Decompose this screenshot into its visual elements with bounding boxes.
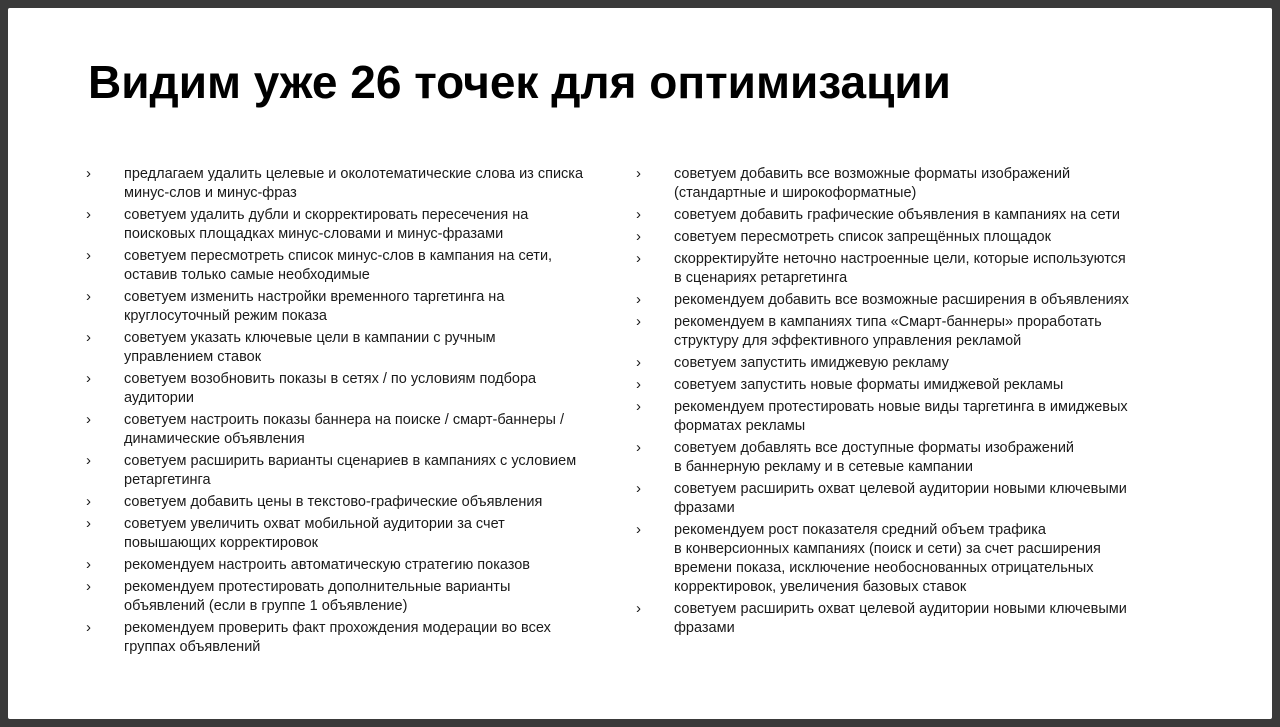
recommendation-item (86, 165, 626, 203)
chevron-right-icon: › (86, 578, 91, 595)
recommendation-item (636, 228, 1176, 247)
recommendation-text: советуем добавить графические объявления в кампаниях на сети (674, 207, 1120, 223)
recommendation-text: советуем пересмотреть список минус-слов в кампания на сети, оставив только самые необходимые (124, 248, 553, 283)
recommendation-text: советуем увеличить охват мобильной аудитории за счет повышающих корректировок (124, 516, 505, 551)
chevron-right-icon: › (86, 247, 91, 264)
recommendation-item (636, 313, 1176, 351)
presentation-slide (8, 8, 1272, 719)
chevron-right-icon: › (636, 376, 641, 393)
chevron-right-icon: › (86, 452, 91, 469)
chevron-right-icon: › (86, 411, 91, 428)
recommendation-text: советуем возобновить показы в сетях / по условиям подбора аудитории (124, 371, 537, 406)
recommendation-text: рекомендуем в кампаниях типа «Смарт-баннеры» проработать структуру для эффективного управления рекламой (674, 314, 1102, 349)
recommendation-text: советуем расширить варианты сценариев в кампаниях с условием ретаргетинга (124, 453, 577, 488)
chevron-right-icon: › (636, 600, 641, 617)
recommendation-item (86, 370, 626, 408)
chevron-right-icon: › (636, 354, 641, 371)
recommendation-text: советуем расширить охват целевой аудитории новыми ключевыми фразами (674, 601, 1127, 636)
recommendation-text: скорректируйте неточно настроенные цели, которые используются в сценариях ретаргетинга (674, 251, 1126, 286)
recommendation-item (636, 165, 1176, 203)
recommendation-item (86, 329, 626, 367)
recommendation-item (636, 376, 1176, 395)
chevron-right-icon: › (86, 370, 91, 387)
recommendation-text: советуем запустить новые форматы имиджевой рекламы (674, 377, 1064, 393)
chevron-right-icon: › (86, 206, 91, 223)
chevron-right-icon: › (636, 291, 641, 308)
recommendation-item (636, 206, 1176, 225)
chevron-right-icon: › (86, 556, 91, 573)
chevron-right-icon: › (86, 619, 91, 636)
recommendation-item (636, 250, 1176, 288)
recommendation-item (86, 247, 626, 285)
chevron-right-icon: › (86, 493, 91, 510)
chevron-right-icon: › (636, 228, 641, 245)
recommendation-text: советуем добавлять все доступные форматы изображений в баннерную рекламу и в сетевые кампании (674, 440, 1075, 475)
recommendation-text: советуем запустить имиджевую рекламу (674, 355, 949, 371)
recommendation-item (636, 354, 1176, 373)
chevron-right-icon: › (636, 521, 641, 538)
chevron-right-icon: › (636, 165, 641, 182)
recommendation-text: советуем указать ключевые цели в кампании с ручным управлением ставок (124, 330, 496, 365)
chevron-right-icon: › (636, 439, 641, 456)
recommendation-item (86, 288, 626, 326)
recommendation-text: советуем удалить дубли и скорректировать пересечения на поисковых площадках минус-словами и минус-фразами (124, 207, 529, 242)
recommendation-text: советуем пересмотреть список запрещённых площадок (674, 229, 1051, 245)
recommendation-text: советуем изменить настройки временного таргетинга на круглосуточный режим показа (124, 289, 505, 324)
chevron-right-icon: › (86, 288, 91, 305)
recommendation-item (636, 439, 1176, 477)
recommendation-item (86, 452, 626, 490)
recommendation-text: предлагаем удалить целевые и околотематические слова из списка минус-слов и минус-фраз (124, 166, 584, 201)
right-bullet-list (636, 165, 1176, 641)
recommendation-text: рекомендуем проверить факт прохождения модерации во всех группах объявлений (124, 620, 551, 655)
left-bullet-list (86, 165, 626, 660)
recommendation-text: рекомендуем рост показателя средний объем трафика в конверсионных кампаниях (поиск и сети) за счет расширения времени показа, исключение необоснованных отрицательных корректировок, увеличения базовых ставок (674, 522, 1101, 595)
chevron-right-icon: › (86, 329, 91, 346)
recommendation-text: советуем настроить показы баннера на поиске / смарт-баннеры / динамические объявления (124, 412, 564, 447)
recommendation-text: рекомендуем добавить все возможные расширения в объявлениях (674, 292, 1129, 308)
recommendation-text: рекомендуем протестировать дополнительные варианты объявлений (если в группе 1 объявление) (124, 579, 511, 614)
recommendation-text: советуем расширить охват целевой аудитории новыми ключевыми фразами (674, 481, 1127, 516)
chevron-right-icon: › (636, 250, 641, 267)
recommendation-item (86, 493, 626, 512)
recommendation-item (86, 619, 626, 657)
chevron-right-icon: › (86, 515, 91, 532)
chevron-right-icon: › (636, 206, 641, 223)
chevron-right-icon: › (636, 398, 641, 415)
recommendation-item (86, 556, 626, 575)
recommendation-text: рекомендуем протестировать новые виды таргетинга в имиджевых форматах рекламы (674, 399, 1128, 434)
recommendation-item (86, 578, 626, 616)
recommendation-item (636, 398, 1176, 436)
recommendation-item (86, 206, 626, 244)
chevron-right-icon: › (636, 480, 641, 497)
recommendation-item (86, 411, 626, 449)
chevron-right-icon: › (636, 313, 641, 330)
recommendation-item (636, 480, 1176, 518)
recommendation-item (86, 515, 626, 553)
recommendation-text: советуем добавить все возможные форматы изображений (стандартные и широкоформатные) (674, 166, 1071, 201)
slide-title: Видим уже 26 точек для оптимизации (88, 56, 951, 108)
recommendation-item (636, 521, 1176, 597)
recommendation-item (636, 291, 1176, 310)
chevron-right-icon: › (86, 165, 91, 182)
recommendation-text: советуем добавить цены в текстово-графические объявления (124, 494, 543, 510)
recommendation-text: рекомендуем настроить автоматическую стратегию показов (124, 557, 531, 573)
recommendation-item (636, 600, 1176, 638)
